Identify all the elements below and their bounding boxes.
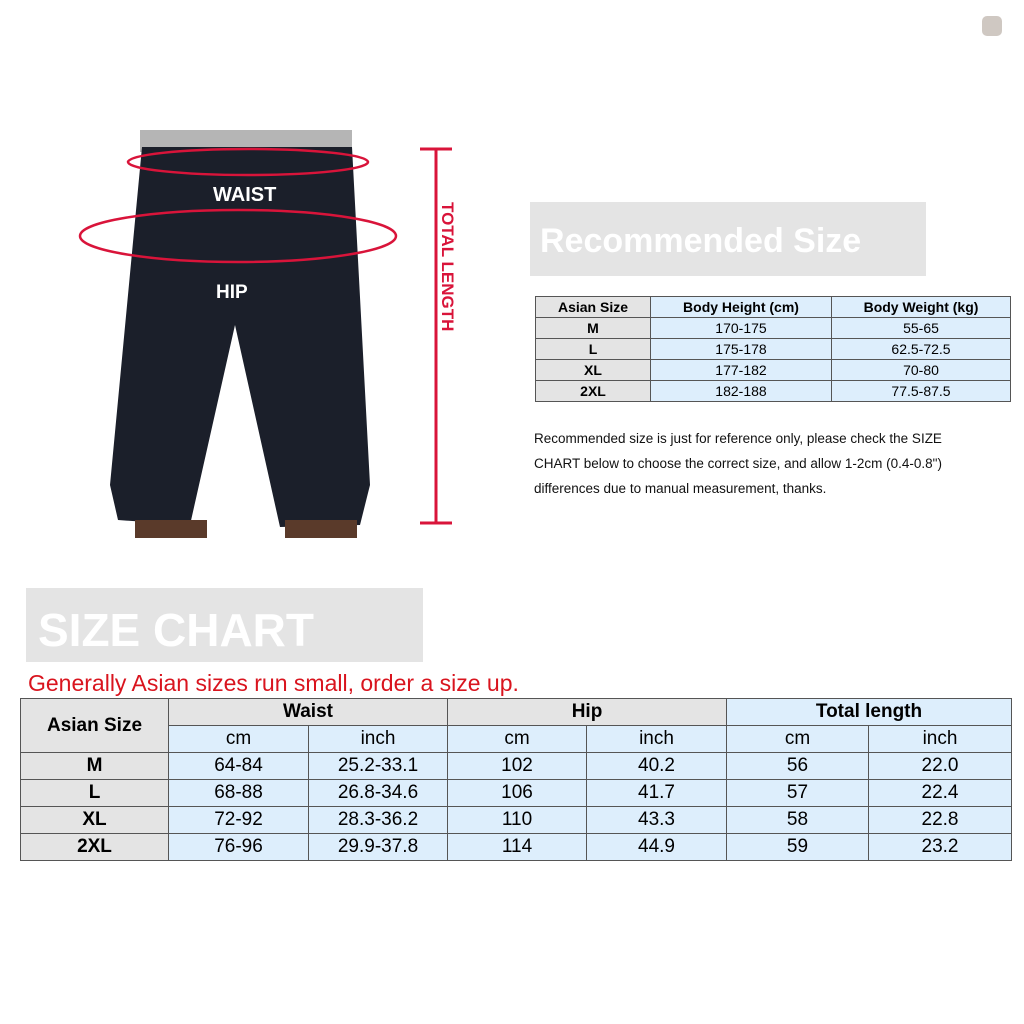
cell: 77.5-87.5 xyxy=(832,381,1011,402)
group-header: Hip xyxy=(448,699,727,726)
cell: 62.5-72.5 xyxy=(832,339,1011,360)
unit-header: inch xyxy=(587,726,727,753)
value-cell: 26.8-34.6 xyxy=(309,780,448,807)
value-cell: 22.8 xyxy=(869,807,1012,834)
value-cell: 41.7 xyxy=(587,780,727,807)
value-cell: 43.3 xyxy=(587,807,727,834)
size-cell: L xyxy=(21,780,169,807)
cell: 70-80 xyxy=(832,360,1011,381)
size-warning: Generally Asian sizes run small, order a size up. xyxy=(28,670,519,696)
unit-header: cm xyxy=(727,726,869,753)
cell: M xyxy=(536,318,651,339)
cell: 2XL xyxy=(536,381,651,402)
table-row xyxy=(536,339,1011,360)
value-cell: 25.2-33.1 xyxy=(309,753,448,780)
value-cell: 22.0 xyxy=(869,753,1012,780)
cell: 175-178 xyxy=(651,339,832,360)
table-row xyxy=(21,753,1012,780)
size-chart-title: SIZE CHART xyxy=(26,588,423,662)
waist-label: WAIST xyxy=(213,184,277,206)
cell: 177-182 xyxy=(651,360,832,381)
table-row xyxy=(536,318,1011,339)
header-cell: Asian Size xyxy=(536,297,651,318)
table-row xyxy=(536,381,1011,402)
value-cell: 29.9-37.8 xyxy=(309,834,448,861)
table-row xyxy=(536,360,1011,381)
cell: 170-175 xyxy=(651,318,832,339)
header-cell: Body Weight (kg) xyxy=(832,297,1011,318)
value-cell: 28.3-36.2 xyxy=(309,807,448,834)
value-cell: 64-84 xyxy=(169,753,309,780)
value-cell: 102 xyxy=(448,753,587,780)
cell: 182-188 xyxy=(651,381,832,402)
value-cell: 56 xyxy=(727,753,869,780)
table-row xyxy=(21,834,1012,861)
value-cell: 72-92 xyxy=(169,807,309,834)
recommended-size-title: Recommended Size xyxy=(530,202,926,276)
unit-header: inch xyxy=(309,726,448,753)
unit-header: cm xyxy=(169,726,309,753)
cell: XL xyxy=(536,360,651,381)
cell: L xyxy=(536,339,651,360)
logo xyxy=(982,16,1002,36)
size-cell: XL xyxy=(21,807,169,834)
value-cell: 110 xyxy=(448,807,587,834)
value-cell: 68-88 xyxy=(169,780,309,807)
value-cell: 44.9 xyxy=(587,834,727,861)
unit-header: cm xyxy=(448,726,587,753)
header-cell: Body Height (cm) xyxy=(651,297,832,318)
value-cell: 59 xyxy=(727,834,869,861)
group-header: Total length xyxy=(727,699,1012,726)
value-cell: 23.2 xyxy=(869,834,1012,861)
unit-header: inch xyxy=(869,726,1012,753)
table-row xyxy=(21,780,1012,807)
value-cell: 76-96 xyxy=(169,834,309,861)
recommended-size-table xyxy=(535,296,1011,402)
size-cell: 2XL xyxy=(21,834,169,861)
group-header: Waist xyxy=(169,699,448,726)
size-chart-table xyxy=(20,698,1012,861)
recommended-note: Recommended size is just for reference only, please check the SIZE CHART below to choose the correct size, and allow 1-2cm (0.4-0.8") differences due to manual measurement, thanks. xyxy=(534,431,942,496)
table-row xyxy=(21,807,1012,834)
header-cell: Asian Size xyxy=(21,699,169,753)
value-cell: 58 xyxy=(727,807,869,834)
value-cell: 40.2 xyxy=(587,753,727,780)
cell: 55-65 xyxy=(832,318,1011,339)
value-cell: 106 xyxy=(448,780,587,807)
value-cell: 114 xyxy=(448,834,587,861)
hip-label: HIP xyxy=(216,282,248,303)
value-cell: 22.4 xyxy=(869,780,1012,807)
size-cell: M xyxy=(21,753,169,780)
value-cell: 57 xyxy=(727,780,869,807)
total-length-label: TOTAL LENGTH xyxy=(438,202,457,332)
